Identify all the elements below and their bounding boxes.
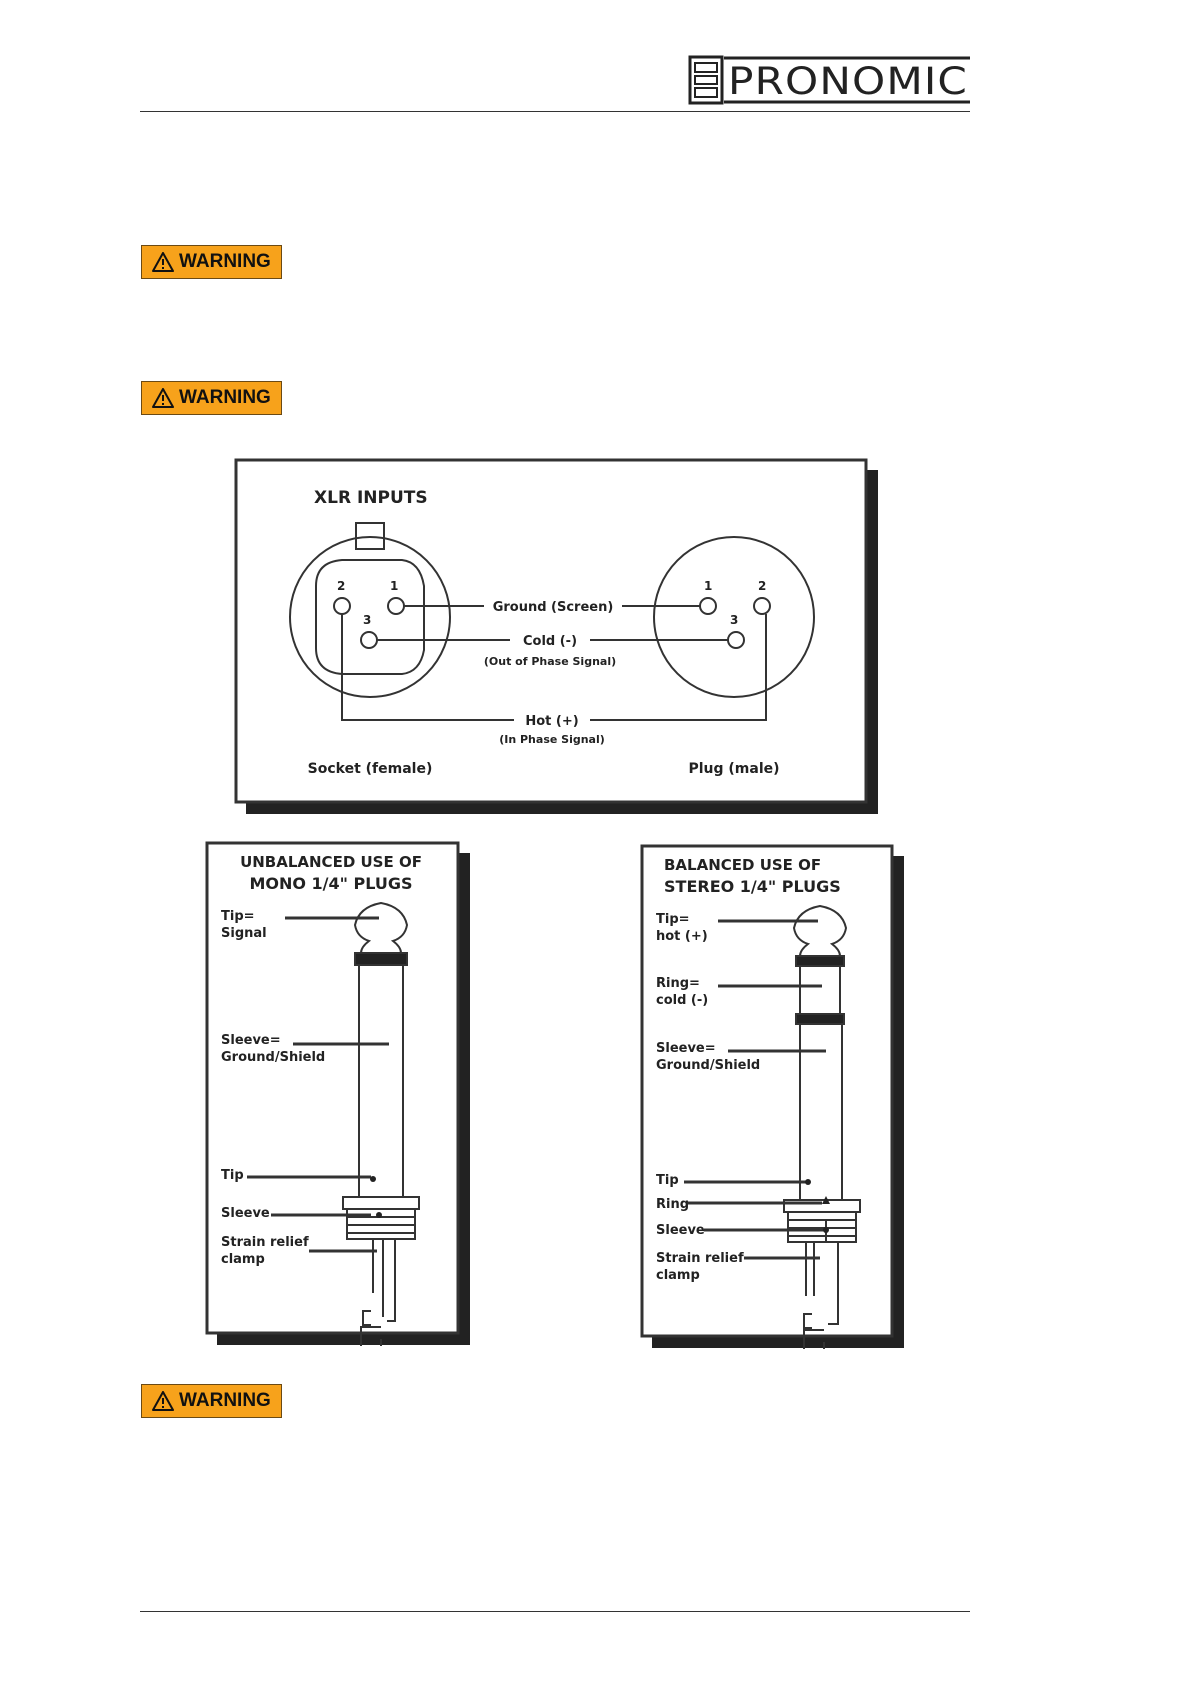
brand-text: PRONOMIC (728, 60, 968, 103)
mono-nut (343, 1197, 419, 1209)
mono-tip-solder (370, 1176, 376, 1182)
stereo-strain-label-1: Strain relief (656, 1251, 744, 1266)
stereo-sleeve-solder-label: Sleeve (656, 1223, 705, 1238)
mono-sleeve-label-2: Ground/Shield (221, 1050, 326, 1065)
stereo-ring-label-1: Ring= (656, 976, 700, 991)
header-rule (140, 111, 970, 112)
pronomic-logo (688, 54, 972, 106)
xlr-wiring-diagram (234, 458, 880, 816)
socket-pin-1-label: 1 (390, 579, 399, 593)
plug-pin-1 (700, 598, 716, 614)
socket-pin-3-label: 3 (363, 613, 372, 627)
mono-title-line2: MONO 1/4" PLUGS (249, 874, 413, 893)
stereo-ring-solder-label: Ring (656, 1197, 690, 1212)
stereo-title-line2: STEREO 1/4" PLUGS (664, 877, 841, 896)
warning-badge (141, 381, 282, 415)
warning-triangle-icon (152, 252, 174, 272)
plug-pin-3-label: 3 (730, 613, 739, 627)
plug-pin-1-label: 1 (704, 579, 713, 593)
stereo-sleeve-solder (823, 1227, 829, 1233)
stereo-strain-label-2: clamp (656, 1268, 700, 1283)
mono-sleeve-solder-label: Sleeve (221, 1206, 270, 1221)
cold-label: Cold (-) (522, 634, 578, 649)
stereo-ring (800, 966, 840, 1014)
socket-pin-2-label: 2 (337, 579, 346, 593)
plug-label: Plug (male) (688, 761, 780, 777)
stereo-tip-solder (805, 1179, 811, 1185)
stereo-tip-label-1: Tip= (656, 912, 690, 927)
warning-badge (141, 1384, 282, 1418)
mono-sleeve-label-1: Sleeve= (221, 1033, 281, 1048)
stereo-insulator-1 (796, 956, 844, 966)
mono-sleeve-body (359, 965, 403, 1197)
warning-triangle-icon (152, 388, 174, 408)
mono-title-line1: UNBALANCED USE OF (240, 853, 422, 871)
mono-plug-diagram (205, 841, 471, 1346)
warning-label: WARNING (179, 251, 271, 272)
warning-label: WARNING (179, 1390, 271, 1411)
mono-insulator (355, 953, 407, 965)
xlr-title: XLR INPUTS (314, 488, 428, 508)
warning-label: WARNING (179, 387, 271, 408)
stereo-tip-solder-label: Tip (656, 1173, 679, 1188)
stereo-ring-label-2: cold (-) (656, 993, 709, 1008)
cold-note: (Out of Phase Signal) (483, 655, 617, 668)
hot-label: Hot (+) (525, 714, 579, 729)
mono-tip-solder-label: Tip (221, 1168, 244, 1183)
mono-strain-label-2: clamp (221, 1252, 265, 1267)
stereo-insulator-2 (796, 1014, 844, 1024)
stereo-title-line1: BALANCED USE OF (664, 856, 822, 874)
socket-pin-3 (361, 632, 377, 648)
socket-label: Socket (female) (307, 761, 433, 777)
mono-sleeve-solder (376, 1212, 382, 1218)
stereo-sleeve-label-1: Sleeve= (656, 1041, 716, 1056)
stereo-sleeve-label-2: Ground/Shield (656, 1058, 761, 1073)
hot-note: (In Phase Signal) (499, 733, 605, 746)
socket-pin-2 (334, 598, 350, 614)
mono-tip-label-1: Tip= (221, 909, 255, 924)
stereo-plug-diagram (640, 844, 905, 1349)
warning-triangle-icon (152, 1391, 174, 1411)
mono-strain-label-1: Strain relief (221, 1235, 309, 1250)
stereo-tip-label-2: hot (+) (656, 929, 708, 944)
footer-rule (140, 1611, 970, 1612)
warning-badge (141, 245, 282, 279)
socket-pin-1 (388, 598, 404, 614)
mono-tip-label-2: Signal (221, 926, 267, 941)
plug-pin-2-label: 2 (758, 579, 767, 593)
ground-label: Ground (Screen) (492, 600, 614, 615)
plug-pin-3 (728, 632, 744, 648)
plug-pin-2 (754, 598, 770, 614)
